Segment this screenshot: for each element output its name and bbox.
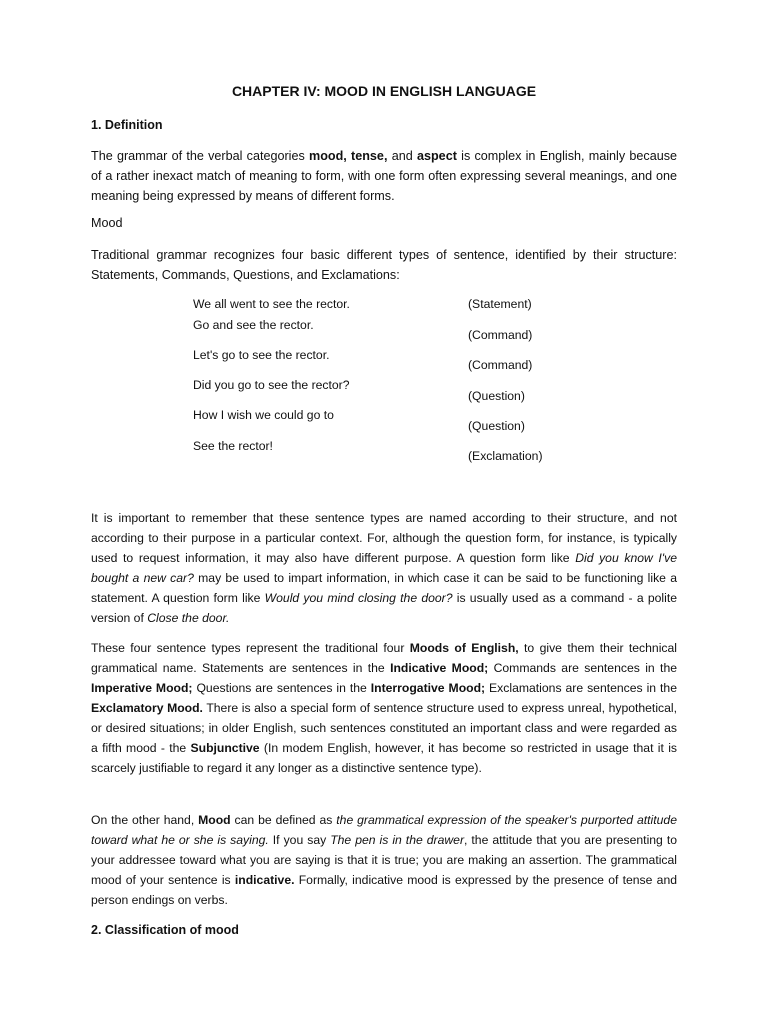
paragraph-intro — [91, 146, 677, 206]
example-sentence: Go and see the rector. — [193, 318, 314, 332]
text-run: , the attitude that you are presenting to your addressee toward what you are saying is that it is true; you are making an assertion. The grammatical mood of your sentence is — [91, 833, 677, 887]
example-type: (Exclamation) — [468, 449, 543, 463]
bold-term: Interrogative Mood; — [370, 681, 486, 695]
example-sentence: Let's go to see the rector. — [193, 348, 330, 362]
text-run: These four sentence types represent the traditional four — [91, 641, 410, 655]
italic-example: Did you know I've bought a new car? — [91, 551, 678, 585]
bold-term: mood, tense, — [309, 149, 388, 163]
bold-term: Imperative Mood; — [91, 681, 193, 695]
bold-term: Subjunctive — [190, 741, 260, 755]
text-run: If you say — [268, 833, 331, 847]
bold-term: Exclamatory Mood. — [91, 701, 203, 715]
text-run: is usually used as a command - a polite version of — [91, 591, 677, 625]
example-sentence: How I wish we could go to — [193, 408, 334, 422]
example-type: (Statement) — [468, 297, 532, 311]
mood-label: Mood — [91, 216, 123, 230]
example-sentence: See the rector! — [193, 439, 273, 453]
bold-term: Mood — [198, 813, 231, 827]
text-run: can be defined as — [230, 813, 337, 827]
bold-term: indicative. — [234, 873, 295, 887]
section-heading-definition: 1. Definition — [91, 118, 163, 132]
paragraph-mood-definition — [91, 810, 677, 910]
example-sentence: We all went to see the rector. — [193, 297, 350, 311]
text-run: (In modem English, however, it has become so restricted in usage that it is scarcely justifiable to regard it any longer as a distinctive sentence type). — [91, 741, 678, 775]
text-run: The grammar of the verbal categories — [91, 149, 310, 163]
italic-definition: the grammatical expression of the speaker's purported attitude toward what he or she is saying. — [91, 813, 677, 847]
text-run: Questions are sentences in the — [192, 681, 371, 695]
example-type: (Command) — [468, 328, 533, 342]
section-heading-classification: 2. Classification of mood — [91, 923, 239, 937]
text-run: It is important to remember that these sentence types are named according to their structure, and not according to their purpose in a particular context. For, although the question form, for instance, is typically used to request information, it may also have different purpose. A question form like — [91, 511, 677, 565]
text-run: There is also a special form of sentence structure used to express unreal, hypothetical, or desired situations; in older English, such sentences constituted an important class and were regarded as a fifth mood - the — [91, 701, 677, 755]
italic-example: Close the door. — [147, 611, 230, 625]
paragraph-sentence-types: Traditional grammar recognizes four basic different types of sentence, identified by their structure: Statements, Commands, Questions, and Exclamations: — [91, 248, 677, 282]
text-run: Commands are sentences in the — [488, 661, 677, 675]
italic-example: The pen is in the drawer — [330, 833, 465, 847]
example-type: (Command) — [468, 358, 533, 372]
text-run: On the other hand, — [91, 813, 199, 827]
bold-term: aspect — [416, 149, 457, 163]
chapter-title: CHAPTER IV: MOOD IN ENGLISH LANGUAGE — [231, 83, 537, 99]
paragraph-moods-of-english — [91, 638, 677, 778]
text-run: may be used to impart information, in which case it can be said to be functioning like a statement. A question form like — [91, 571, 677, 605]
italic-example: Would you mind closing the door? — [264, 591, 453, 605]
text-run: Exclamations are sentences in the — [485, 681, 677, 695]
bold-term: Indicative Mood; — [390, 661, 489, 675]
bold-term: Moods of English, — [409, 641, 519, 655]
example-type: (Question) — [468, 389, 525, 403]
example-sentence: Did you go to see the rector? — [193, 378, 350, 392]
example-type: (Question) — [468, 419, 525, 433]
paragraph-sentence-structure — [91, 508, 677, 628]
text-run: Formally, indicative mood is expressed by the presence of tense and person endings on verbs. — [91, 873, 677, 907]
text-run: is complex in English, mainly because of a rather inexact match of meaning to form, with one form often expressing several meanings, and one meaning being expressed by means of different forms. — [91, 149, 678, 203]
text-run: to give them their technical grammatical name. Statements are sentences in the — [91, 641, 677, 675]
text-run: and — [387, 149, 417, 163]
